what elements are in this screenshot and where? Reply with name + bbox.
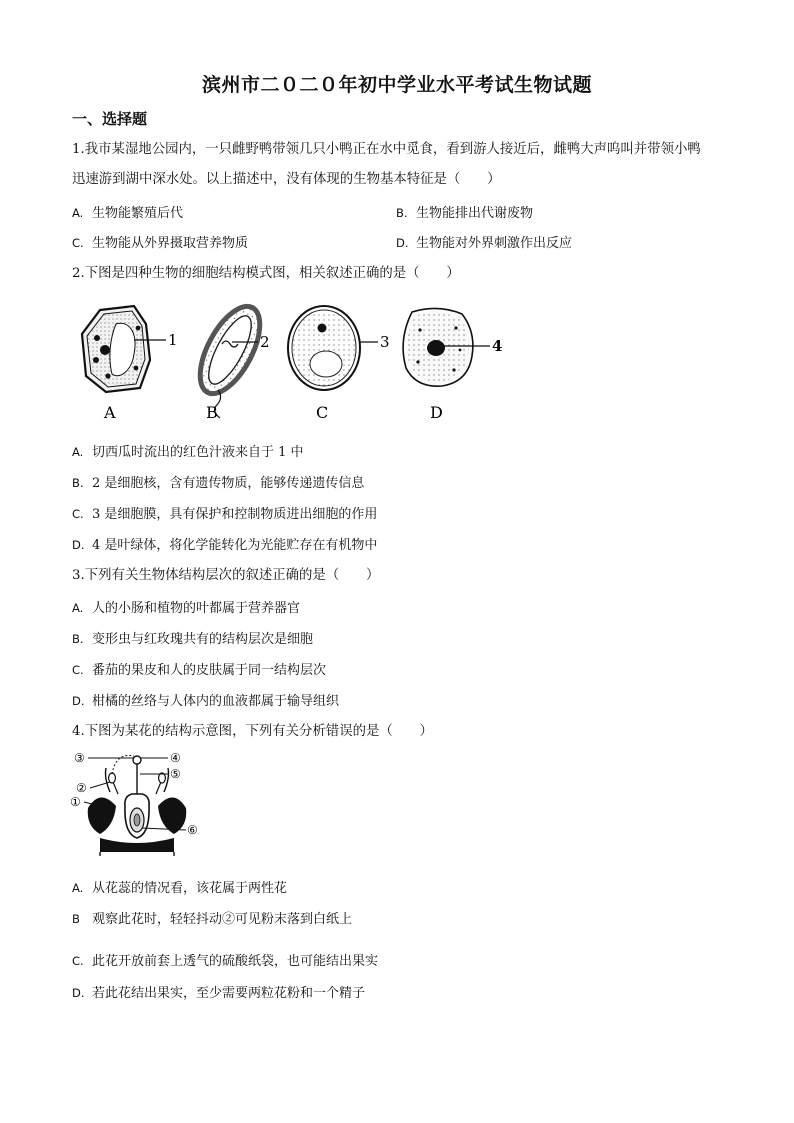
option-text: 此花开放前套上透气的硫酸纸袋，也可能结出果实 <box>92 954 379 969</box>
option-text: 若此花结出果实，至少需要两粒花粉和一个精子 <box>92 986 366 1001</box>
option-text: 人的小肠和植物的叶都属于营养器官 <box>92 601 301 616</box>
option-text: 柑橘的丝络与人体内的血液都属于输导组织 <box>92 694 340 709</box>
option-text: 生物能对外界刺激作出反应 <box>416 236 573 251</box>
cell-label-c: C <box>316 403 329 422</box>
option-text: 变形虫与红玫瑰共有的结构层次是细胞 <box>92 632 314 647</box>
cell-structure-figure <box>72 298 512 428</box>
part-label-1: ① <box>70 795 81 809</box>
option-label: A. <box>72 601 84 615</box>
option-label: A. <box>72 881 84 895</box>
plant-cell-a <box>82 306 178 422</box>
yeast-cell-c <box>288 306 390 422</box>
q3-option-a <box>72 598 732 619</box>
q2-option-c <box>72 504 732 525</box>
q4-option-d <box>72 983 732 1004</box>
option-label: B. <box>396 206 408 220</box>
cell-label-d: D <box>430 403 443 422</box>
part-label-3: ③ <box>74 751 85 765</box>
option-text: 4 是叶绿体，将化学能转化为光能贮存在有机物中 <box>92 538 378 553</box>
part-label-2: ② <box>76 781 87 795</box>
option-text: 生物能排出代谢废物 <box>416 206 534 221</box>
option-label: D. <box>72 694 85 708</box>
option-label: A. <box>72 206 84 220</box>
pointer-number-2: 2 <box>260 333 270 351</box>
cell-label-b: B <box>206 403 218 422</box>
q1-option-a <box>72 203 392 224</box>
animal-cell-d <box>403 308 502 422</box>
q2-option-a <box>72 442 732 463</box>
option-label: C. <box>72 507 84 521</box>
flower-structure-figure <box>70 748 210 860</box>
option-label: A. <box>72 445 84 459</box>
q1-option-b <box>396 203 716 224</box>
option-label: B. <box>72 476 84 490</box>
q1-stem-line1: 1.我市某湿地公园内，一只雌野鸭带领几只小鸭正在水中觅食，看到游人接近后，雌鸭大声呜叫并带领小鸭 <box>72 142 701 157</box>
q2-option-b <box>72 473 732 494</box>
pointer-number-3: 3 <box>380 333 390 351</box>
part-label-6: ⑥ <box>187 823 198 837</box>
option-text: 生物能繁殖后代 <box>92 206 184 221</box>
option-label: C. <box>72 236 84 250</box>
q3-stem: 3.下列有关生物体结构层次的叙述正确的是（ ） <box>72 568 380 583</box>
option-label: D. <box>396 236 409 250</box>
option-label: B <box>72 912 80 926</box>
option-label: D. <box>72 538 85 552</box>
option-text: 3 是细胞膜，具有保护和控制物质进出细胞的作用 <box>92 507 378 522</box>
q2-stem: 2.下图是四种生物的细胞结构模式图，相关叙述正确的是（ ） <box>72 266 460 281</box>
option-text: 生物能从外界摄取营养物质 <box>92 236 249 251</box>
q4-option-c <box>72 951 732 972</box>
option-label: C. <box>72 954 84 968</box>
q2-option-d <box>72 535 732 556</box>
option-text: 从花蕊的情况看，该花属于两性花 <box>92 881 288 896</box>
section-heading: 一、选择题 <box>72 110 148 128</box>
option-text: 2 是细胞核，含有遗传物质，能够传递遗传信息 <box>92 476 365 491</box>
page-title: 滨州市二０二０年初中学业水平考试生物试题 <box>201 74 592 96</box>
q3-option-d <box>72 691 732 712</box>
option-label: D. <box>72 986 85 1000</box>
q4-stem: 4.下图为某花的结构示意图，下列有关分析错误的是（ ） <box>72 724 433 739</box>
option-label: B. <box>72 632 84 646</box>
option-text: 观察此花时，轻轻抖动②可见粉末落到白纸上 <box>92 912 353 927</box>
bacterium-cell-b <box>188 298 272 422</box>
q1-stem-line2: 迅速游到湖中深水处。以上描述中，没有体现的生物基本特征是（ ） <box>72 172 501 187</box>
pointer-number-1: 1 <box>168 331 178 349</box>
q3-option-c <box>72 660 732 681</box>
q1-option-c <box>72 233 392 254</box>
part-label-4: ④ <box>170 751 181 765</box>
q1-option-d <box>396 233 716 254</box>
q4-option-b <box>72 909 732 930</box>
option-label: C. <box>72 663 84 677</box>
cell-label-a: A <box>104 403 116 422</box>
q4-option-a <box>72 878 732 899</box>
q3-option-b <box>72 629 732 650</box>
pointer-number-4: 4 <box>492 337 503 355</box>
option-text: 切西瓜时流出的红色汁液来自于 1 中 <box>92 445 304 460</box>
part-label-5: ⑤ <box>170 767 181 781</box>
option-text: 番茄的果皮和人的皮肤属于同一结构层次 <box>92 663 327 678</box>
